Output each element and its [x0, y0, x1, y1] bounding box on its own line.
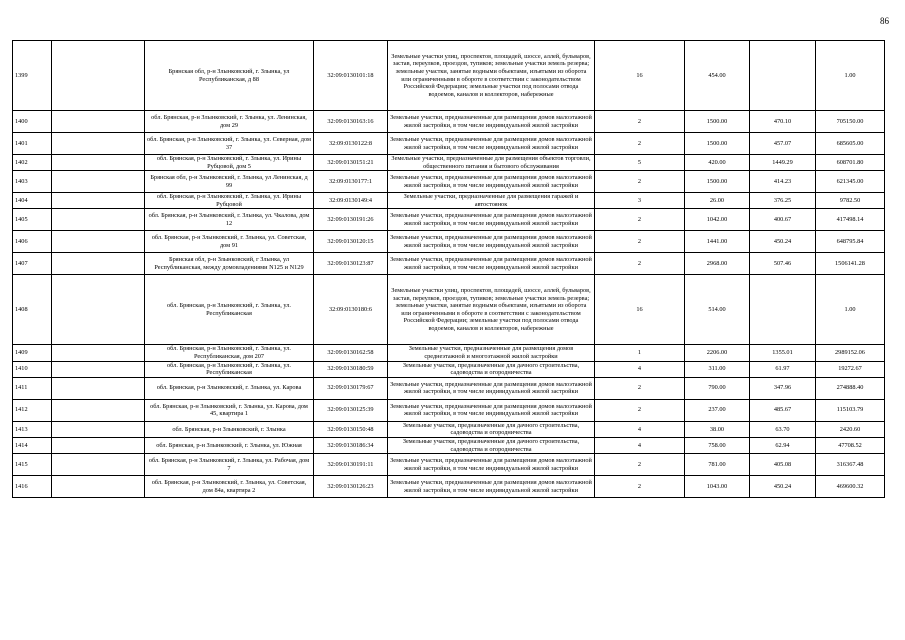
specific-value-cell: 405.08 — [750, 454, 816, 476]
use-group-cell: 2 — [595, 476, 685, 498]
area-cell: 1441.00 — [685, 231, 750, 253]
land-use-cell: Земельные участки, предназначенные для размещения гаражей и автостоянок — [388, 193, 595, 209]
land-use-cell: Земельные участки, предназначенные для размещения домов малоэтажной жилой застройки, в том числе индивидуальной жилой застройки — [388, 231, 595, 253]
cadastral-value-cell: 47708.52 — [816, 437, 885, 453]
row-number: 1406 — [13, 231, 52, 253]
cadastral-number-cell: 32:09:0130191:11 — [314, 454, 388, 476]
cadastral-number-cell: 32:09:0130125:39 — [314, 399, 388, 421]
use-group-cell: 2 — [595, 111, 685, 133]
use-group-cell: 3 — [595, 193, 685, 209]
cadastral-value-cell: 2989152.06 — [816, 345, 885, 361]
land-use-cell: Земельные участки, предназначенные для размещения домов малоэтажной жилой застройки, в том числе индивидуальной жилой застройки — [388, 171, 595, 193]
specific-value-cell: 61.97 — [750, 361, 816, 377]
area-cell: 1500.00 — [685, 133, 750, 155]
land-use-cell: Земельные участки, предназначенные для размещения домов среднеэтажной и многоэтажной жилой застройки — [388, 345, 595, 361]
specific-value-cell: 450.24 — [750, 231, 816, 253]
empty-cell — [52, 377, 145, 399]
empty-cell — [52, 231, 145, 253]
table-row — [13, 361, 885, 377]
area-cell: 311.00 — [685, 361, 750, 377]
use-group-cell: 2 — [595, 209, 685, 231]
cadastral-number-cell: 32:09:0130179:67 — [314, 377, 388, 399]
area-cell: 454.00 — [685, 41, 750, 111]
cadastral-value-cell: 1.00 — [816, 41, 885, 111]
use-group-cell: 5 — [595, 155, 685, 171]
specific-value-cell: 1355.01 — [750, 345, 816, 361]
use-group-cell: 16 — [595, 41, 685, 111]
use-group-cell: 2 — [595, 171, 685, 193]
row-number: 1408 — [13, 275, 52, 345]
row-number: 1414 — [13, 437, 52, 453]
table-row — [13, 41, 885, 111]
specific-value-cell — [750, 275, 816, 345]
row-number: 1407 — [13, 253, 52, 275]
use-group-cell: 4 — [595, 437, 685, 453]
empty-cell — [52, 111, 145, 133]
cadastral-value-cell: 1.00 — [816, 275, 885, 345]
table-row — [13, 155, 885, 171]
land-use-cell: Земельные участки, предназначенные для размещения домов малоэтажной жилой застройки, в том числе индивидуальной жилой застройки — [388, 399, 595, 421]
table-row — [13, 345, 885, 361]
table-row — [13, 111, 885, 133]
land-use-cell: Земельные участки, предназначенные для размещения объектов торговли, общественного питания и бытового обслуживания — [388, 155, 595, 171]
specific-value-cell: 507.46 — [750, 253, 816, 275]
empty-cell — [52, 275, 145, 345]
table-row — [13, 399, 885, 421]
row-number: 1416 — [13, 476, 52, 498]
table-row — [13, 193, 885, 209]
row-number: 1415 — [13, 454, 52, 476]
row-number: 1403 — [13, 171, 52, 193]
area-cell: 2206.00 — [685, 345, 750, 361]
row-number: 1402 — [13, 155, 52, 171]
specific-value-cell: 485.67 — [750, 399, 816, 421]
specific-value-cell — [750, 41, 816, 111]
address-cell: Брянская обл, р-н Злынковский, г Злынка, ул Республиканская, между домовладениями N125 и N129 — [145, 253, 314, 275]
specific-value-cell: 1449.29 — [750, 155, 816, 171]
area-cell: 1042.00 — [685, 209, 750, 231]
address-cell: обл. Брянская, р-н Злынковский, г. Злынка — [145, 421, 314, 437]
empty-cell — [52, 171, 145, 193]
row-number: 1405 — [13, 209, 52, 231]
area-cell: 1043.00 — [685, 476, 750, 498]
empty-cell — [52, 361, 145, 377]
table-row — [13, 171, 885, 193]
cadastral-value-cell: 2420.60 — [816, 421, 885, 437]
empty-cell — [52, 421, 145, 437]
use-group-cell: 2 — [595, 133, 685, 155]
area-cell: 1500.00 — [685, 171, 750, 193]
cadastral-number-cell: 32:09:0130151:21 — [314, 155, 388, 171]
address-cell: обл. Брянская, р-н Злынковский, г. Злынка, ул. Ленинская, дом 29 — [145, 111, 314, 133]
table-row — [13, 454, 885, 476]
specific-value-cell: 450.24 — [750, 476, 816, 498]
empty-cell — [52, 133, 145, 155]
cadastral-number-cell: 32:09:0130191:26 — [314, 209, 388, 231]
cadastral-value-cell: 469600.32 — [816, 476, 885, 498]
land-use-cell: Земельные участки, предназначенные для размещения домов малоэтажной жилой застройки, в том числе индивидуальной жилой застройки — [388, 253, 595, 275]
empty-cell — [52, 454, 145, 476]
land-use-cell: Земельные участки, предназначенные для размещения домов малоэтажной жилой застройки, в том числе индивидуальной жилой застройки — [388, 476, 595, 498]
land-use-cell: Земельные участки, предназначенные для размещения домов малоэтажной жилой застройки, в том числе индивидуальной жилой застройки — [388, 454, 595, 476]
land-use-cell: Земельные участки, предназначенные для дачного строительства, садоводства и огородничества — [388, 361, 595, 377]
empty-cell — [52, 437, 145, 453]
empty-cell — [52, 476, 145, 498]
empty-cell — [52, 209, 145, 231]
address-cell: обл. Брянская, р-н Злынковский, г. Злынка, ул. Рабочая, дом 7 — [145, 454, 314, 476]
area-cell: 26.00 — [685, 193, 750, 209]
use-group-cell: 2 — [595, 377, 685, 399]
land-use-cell: Земельные участки, предназначенные для дачного строительства, садоводства и огородничества — [388, 437, 595, 453]
cadastral-value-cell: 1506141.28 — [816, 253, 885, 275]
address-cell: обл. Брянская, р-н Злынковский, г. Злынка, ул. Северная, дом 37 — [145, 133, 314, 155]
row-number: 1410 — [13, 361, 52, 377]
table-row — [13, 421, 885, 437]
area-cell: 237.00 — [685, 399, 750, 421]
cadastral-number-cell: 32:09:0130162:58 — [314, 345, 388, 361]
cadastral-number-cell: 32:09:0130149:4 — [314, 193, 388, 209]
area-cell: 514.00 — [685, 275, 750, 345]
address-cell: обл. Брянская, р-н Злынковский, г. Злынка, ул. Чкалова, дом 12 — [145, 209, 314, 231]
row-number: 1409 — [13, 345, 52, 361]
cadastral-value-cell: 316367.48 — [816, 454, 885, 476]
cadastral-number-cell: 32:09:0130126:23 — [314, 476, 388, 498]
area-cell: 38.00 — [685, 421, 750, 437]
empty-cell — [52, 345, 145, 361]
use-group-cell: 4 — [595, 361, 685, 377]
specific-value-cell: 470.10 — [750, 111, 816, 133]
cadastral-number-cell: 32:09:0130180:6 — [314, 275, 388, 345]
table-row — [13, 231, 885, 253]
land-use-cell: Земельные участки, предназначенные для размещения домов малоэтажной жилой застройки, в том числе индивидуальной жилой застройки — [388, 209, 595, 231]
address-cell: Брянская обл, р-н Злынковский, г. Злынка, ул Ленинская, д 99 — [145, 171, 314, 193]
empty-cell — [52, 193, 145, 209]
use-group-cell: 2 — [595, 454, 685, 476]
specific-value-cell: 414.23 — [750, 171, 816, 193]
cadastral-value-table — [12, 40, 885, 498]
cadastral-number-cell: 32:09:0130122:8 — [314, 133, 388, 155]
specific-value-cell: 400.67 — [750, 209, 816, 231]
address-cell: обл. Брянская, р-н Злынковский, г. Злынка, ул. Карова, дом 45, квартира 1 — [145, 399, 314, 421]
land-use-cell: Земельные участки, предназначенные для дачного строительства, садоводства и огородничества — [388, 421, 595, 437]
use-group-cell: 2 — [595, 231, 685, 253]
cadastral-number-cell: 32:09:0130180:59 — [314, 361, 388, 377]
cadastral-value-cell: 9782.50 — [816, 193, 885, 209]
use-group-cell: 4 — [595, 421, 685, 437]
row-number: 1401 — [13, 133, 52, 155]
address-cell: обл. Брянская, р-н Злынковский, г. Злынка, ул. Советская, дом 84а, квартира 2 — [145, 476, 314, 498]
table-row — [13, 253, 885, 275]
address-cell: Брянская обл, р-н Злынковский, г. Злынка, ул Республиканская, д 88 — [145, 41, 314, 111]
cadastral-value-cell: 115103.79 — [816, 399, 885, 421]
address-cell: обл. Брянская, р-н Злынковский, г. Злынка, ул. Карова — [145, 377, 314, 399]
address-cell: обл. Брянская, р-н Злынковский, г. Злынка, ул. Республиканская — [145, 361, 314, 377]
cadastral-number-cell: 32:09:0130150:48 — [314, 421, 388, 437]
empty-cell — [52, 155, 145, 171]
row-number: 1399 — [13, 41, 52, 111]
specific-value-cell: 347.96 — [750, 377, 816, 399]
row-number: 1412 — [13, 399, 52, 421]
table-row — [13, 209, 885, 231]
area-cell: 790.00 — [685, 377, 750, 399]
address-cell: обл. Брянская, р-н Злынковский, г. Злынка, ул. Советская, дом 91 — [145, 231, 314, 253]
row-number: 1411 — [13, 377, 52, 399]
cadastral-number-cell: 32:09:0130186:34 — [314, 437, 388, 453]
cadastral-value-cell: 648795.84 — [816, 231, 885, 253]
address-cell: обл. Брянская, р-н Злынковский, г. Злынка, ул. Республиканская — [145, 275, 314, 345]
cadastral-value-cell: 19272.67 — [816, 361, 885, 377]
table-row — [13, 275, 885, 345]
land-use-cell: Земельные участки, предназначенные для размещения домов малоэтажной жилой застройки, в том числе индивидуальной жилой застройки — [388, 377, 595, 399]
empty-cell — [52, 399, 145, 421]
cadastral-number-cell: 32:09:0130163:16 — [314, 111, 388, 133]
row-number: 1404 — [13, 193, 52, 209]
area-cell: 2968.00 — [685, 253, 750, 275]
area-cell: 758.00 — [685, 437, 750, 453]
cadastral-number-cell: 32:09:0130177:1 — [314, 171, 388, 193]
address-cell: обл. Брянская, р-н Злынковский, г. Злынка, ул. Южная — [145, 437, 314, 453]
specific-value-cell: 376.25 — [750, 193, 816, 209]
cadastral-value-cell: 685605.00 — [816, 133, 885, 155]
empty-cell — [52, 253, 145, 275]
cadastral-number-cell: 32:09:0130120:15 — [314, 231, 388, 253]
cadastral-value-cell: 608701.80 — [816, 155, 885, 171]
cadastral-value-cell: 274888.40 — [816, 377, 885, 399]
use-group-cell: 2 — [595, 253, 685, 275]
cadastral-value-cell: 705150.00 — [816, 111, 885, 133]
cadastral-value-cell: 621345.00 — [816, 171, 885, 193]
use-group-cell: 1 — [595, 345, 685, 361]
cadastral-number-cell: 32:09:0130101:18 — [314, 41, 388, 111]
cadastral-value-cell: 417498.14 — [816, 209, 885, 231]
empty-cell — [52, 41, 145, 111]
area-cell: 781.00 — [685, 454, 750, 476]
address-cell: обл. Брянская, р-н Злынковский, г. Злынка, ул. Республиканская, дом 207 — [145, 345, 314, 361]
row-number: 1413 — [13, 421, 52, 437]
land-use-cell: Земельные участки, предназначенные для размещения домов малоэтажной жилой застройки, в том числе индивидуальной жилой застройки — [388, 111, 595, 133]
table-row — [13, 476, 885, 498]
specific-value-cell: 63.70 — [750, 421, 816, 437]
land-use-cell: Земельные участки улиц, проспектов, площадей, шоссе, аллей, бульваров, застав, переулков, проездов, тупиков; земельные участки земель резерва; земельные участки, занятые водными объектами, изъятыми из оборота или ограниченными в обороте в соответствии с законодательством Российской Федерации; земельные участки под полосами отвода водоемов, каналов и коллекторов, набережные — [388, 275, 595, 345]
row-number: 1400 — [13, 111, 52, 133]
land-use-cell: Земельные участки улиц, проспектов, площадей, шоссе, аллей, бульваров, застав, переулков, проездов, тупиков; земельные участки земель резерва; земельные участки, занятые водными объектами, изъятыми из оборота или ограниченными в обороте в соответствии с законодательством Российской Федерации; земельные участки под полосами отвода водоемов, каналов и коллекторов, набережные — [388, 41, 595, 111]
table-row — [13, 133, 885, 155]
area-cell: 1500.00 — [685, 111, 750, 133]
land-use-cell: Земельные участки, предназначенные для размещения домов малоэтажной жилой застройки, в том числе индивидуальной жилой застройки — [388, 133, 595, 155]
specific-value-cell: 457.07 — [750, 133, 816, 155]
cadastral-number-cell: 32:09:0130123:87 — [314, 253, 388, 275]
table-row — [13, 377, 885, 399]
use-group-cell: 2 — [595, 399, 685, 421]
table-row — [13, 437, 885, 453]
use-group-cell: 16 — [595, 275, 685, 345]
page-number: 86 — [880, 16, 889, 26]
address-cell: обл. Брянская, р-н Злынковский, г. Злынка, ул. Ирины Рубцовой — [145, 193, 314, 209]
address-cell: обл. Брянская, р-н Злынковский, г. Злынка, ул. Ирины Рубцовой, дом 5 — [145, 155, 314, 171]
area-cell: 420.00 — [685, 155, 750, 171]
specific-value-cell: 62.94 — [750, 437, 816, 453]
